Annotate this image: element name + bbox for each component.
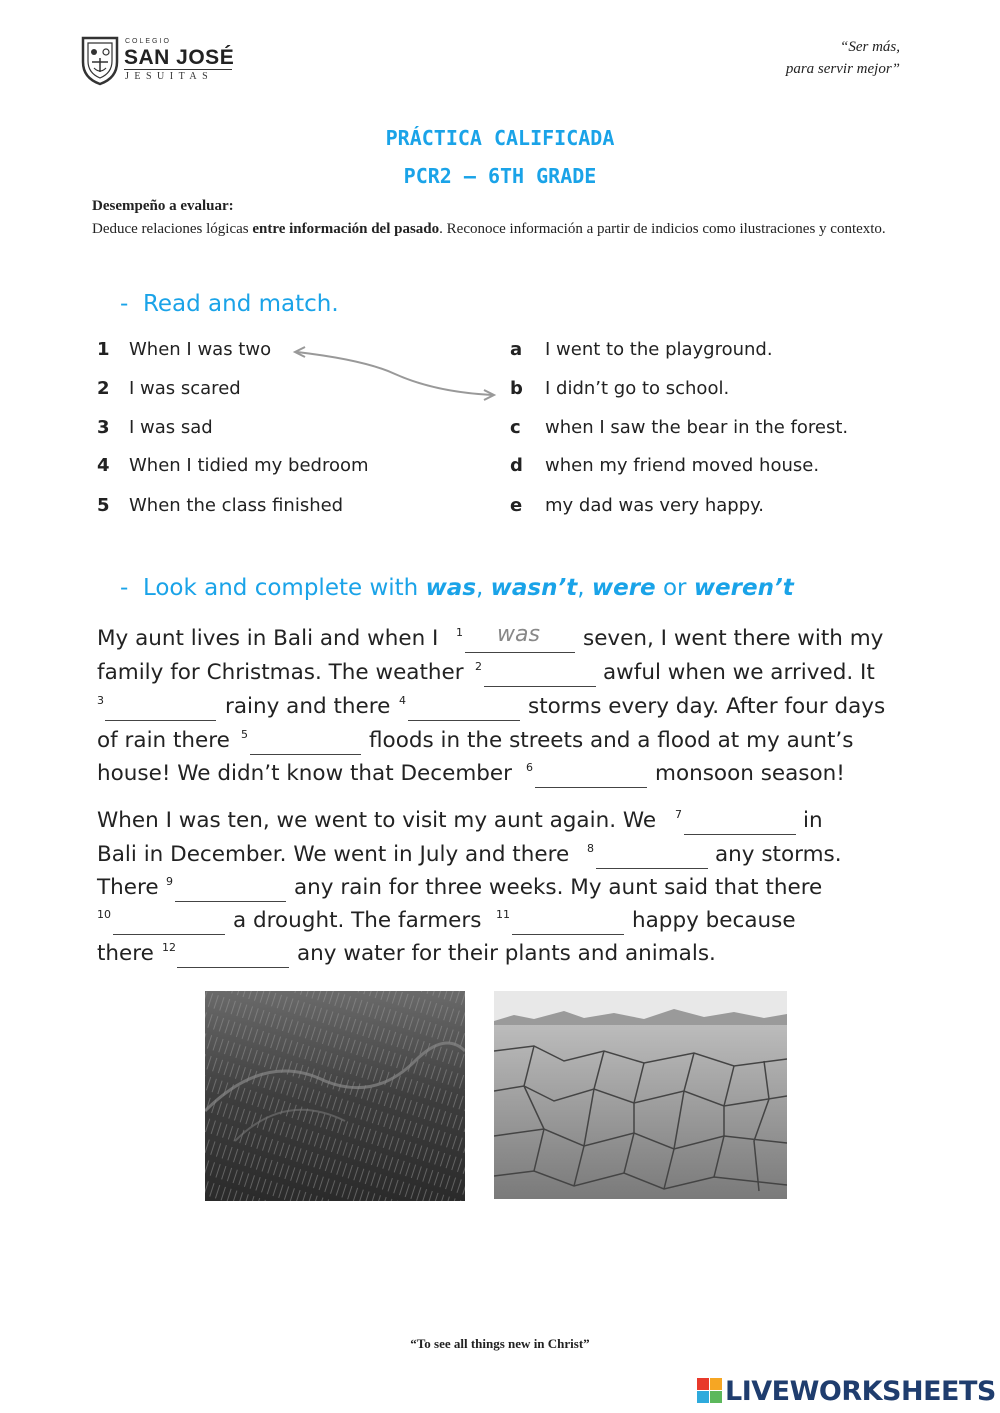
text-fragment: there (97, 941, 154, 966)
blank-number: 12 (162, 941, 176, 954)
text-fragment: storms every day. After four days (528, 694, 886, 719)
section-title-prefix: Look and complete with (142, 575, 426, 601)
blank-number: 6 (526, 761, 533, 774)
answer-blank-5[interactable] (250, 730, 361, 755)
performance-description (92, 217, 909, 241)
text-fragment: of rain there (97, 728, 230, 753)
text-fragment: monsoon season! (655, 761, 845, 786)
logo-divider (124, 69, 232, 70)
example-answer: was (497, 622, 540, 647)
blank-number: 3 (97, 694, 104, 707)
text-fragment: any water for their plants and animals. (297, 941, 716, 966)
blank-number: 9 (166, 875, 173, 888)
keyword-was: was (425, 575, 477, 601)
separator: , (577, 575, 592, 601)
blank-number: 8 (587, 842, 594, 855)
section-dash: - (120, 291, 129, 317)
match-item-text: I was sad (129, 417, 213, 438)
text-fragment: a drought. The farmers (233, 908, 482, 933)
match-number: 5 (97, 495, 110, 516)
text-fragment: Bali in December. We went in July and there (97, 842, 570, 867)
answer-blank-8[interactable] (596, 844, 708, 869)
performance-text-start: Deduce relaciones lógicas (92, 221, 253, 237)
answer-blank-2[interactable] (484, 662, 596, 687)
logo-school-name: SAN JOSÉ (124, 46, 235, 69)
blank-number: 2 (475, 660, 482, 673)
drought-photo (494, 991, 787, 1199)
text-fragment: happy because (632, 908, 796, 933)
rain-photo (205, 991, 465, 1201)
answer-blank-7[interactable] (684, 810, 796, 835)
match-item-text: I didn’t go to school. (545, 378, 730, 399)
blank-number: 7 (675, 808, 682, 821)
school-motto (786, 36, 900, 80)
match-example-arrow[interactable] (285, 340, 505, 406)
text-fragment: When I was ten, we went to visit my aunt again. We (97, 808, 657, 833)
match-item-text: I went to the playground. (545, 339, 773, 360)
logo-subtitle: JESUITAS (125, 71, 214, 82)
keyword-werent: weren’t (693, 575, 794, 601)
section-title-text: Read and match. (142, 291, 339, 317)
match-letter: b (510, 378, 523, 399)
section-read-match-title (120, 291, 339, 317)
text-fragment: There (97, 875, 159, 900)
performance-text-end: . Reconoce información a partir de indicios como ilustraciones y contexto. (439, 221, 886, 237)
text-fragment: rainy and there (225, 694, 391, 719)
match-item-text: When I tidied my bedroom (129, 455, 369, 476)
blank-number: 5 (241, 728, 248, 741)
liveworksheets-wordmark: LIVEWORKSHEETS (725, 1376, 996, 1407)
school-logo (80, 34, 240, 90)
shield-icon (80, 34, 120, 86)
section-complete-title (120, 575, 794, 601)
blank-number: 11 (496, 908, 510, 921)
text-fragment: floods in the streets and a flood at my aunt’s (369, 728, 854, 753)
liveworksheets-logo (697, 1378, 723, 1408)
match-number: 4 (97, 455, 110, 476)
text-fragment: any storms. (715, 842, 842, 867)
section-dash: - (120, 575, 129, 601)
motto-line-1: “Ser más, (839, 39, 900, 55)
match-letter: e (510, 495, 523, 516)
separator: or (655, 575, 694, 601)
blank-number: 1 (456, 626, 463, 639)
match-item-text: When I was two (129, 339, 272, 360)
motto-line-2: para servir mejor” (785, 61, 900, 77)
liveworksheets-icon (697, 1378, 723, 1404)
answer-blank-9[interactable] (175, 877, 286, 902)
match-number: 2 (97, 378, 110, 399)
text-fragment: seven, I went there with my (583, 626, 884, 651)
match-item-text: my dad was very happy. (545, 495, 764, 516)
answer-blank-10[interactable] (113, 910, 225, 935)
answer-blank-11[interactable] (512, 910, 624, 935)
match-item-text: when I saw the bear in the forest. (545, 417, 849, 438)
text-fragment: any rain for three weeks. My aunt said that there (294, 875, 823, 900)
match-number: 3 (97, 417, 110, 438)
text-fragment: awful when we arrived. It (603, 660, 875, 685)
match-item-text: When the class finished (129, 495, 344, 516)
text-fragment: My aunt lives in Bali and when I (97, 626, 439, 651)
footer-quote: “To see all things new in Christ” (410, 1336, 590, 1351)
text-fragment: family for Christmas. The weather (97, 660, 464, 685)
logo-colegio: COLEGIO (125, 38, 171, 45)
keyword-were: were (591, 575, 656, 601)
text-fragment: in (803, 808, 823, 833)
answer-blank-6[interactable] (535, 763, 647, 788)
blank-number: 10 (97, 908, 111, 921)
answer-blank-3[interactable] (105, 696, 216, 721)
match-letter: a (510, 339, 523, 360)
keyword-wasnt: wasn’t (490, 575, 578, 601)
performance-text-bold: entre información del pasado (252, 221, 440, 237)
match-letter: c (510, 417, 521, 438)
answer-blank-4[interactable] (408, 696, 520, 721)
match-item-text: I was scared (129, 378, 241, 399)
blank-number: 4 (399, 694, 406, 707)
performance-label: Desempeño a evaluar: (92, 198, 234, 214)
match-number: 1 (97, 339, 110, 360)
separator: , (476, 575, 491, 601)
page-subtitle: PCR2 – 6TH GRADE (403, 164, 597, 188)
text-fragment: house! We didn’t know that December (97, 761, 512, 786)
answer-blank-12[interactable] (177, 943, 289, 968)
page-title: PRÁCTICA CALIFICADA (385, 126, 615, 150)
match-item-text: when my friend moved house. (545, 455, 820, 476)
match-letter: d (510, 455, 523, 476)
